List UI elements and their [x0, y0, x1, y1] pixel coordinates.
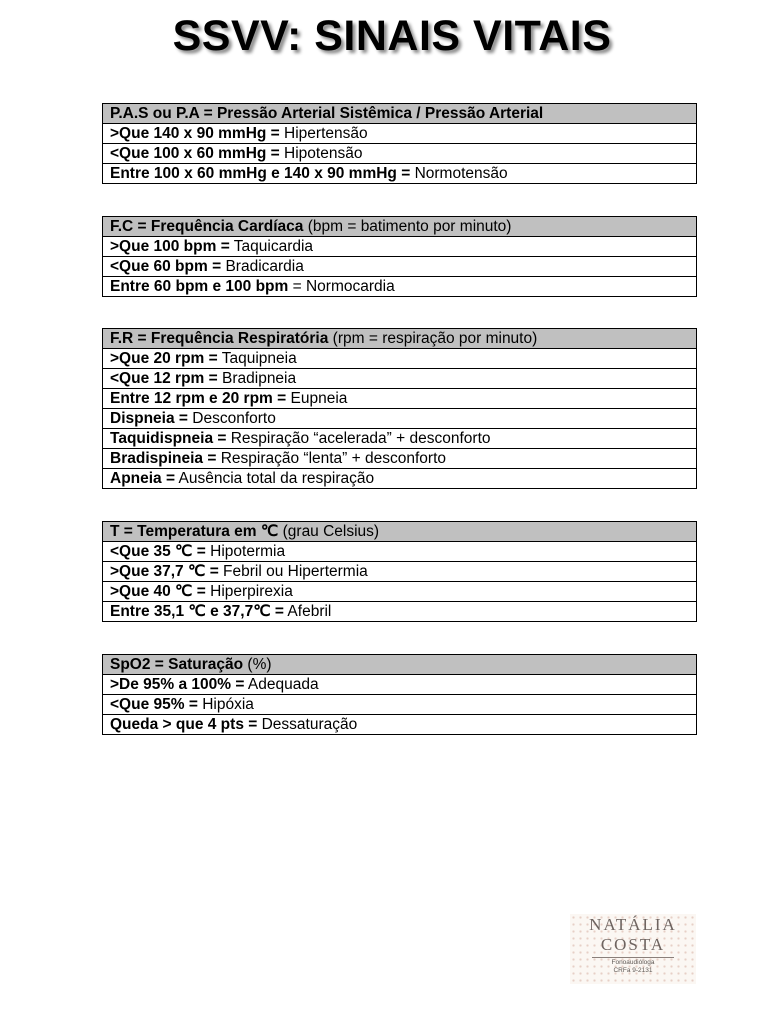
table-row: <Que 100 x 60 mmHg = Hipotensão [103, 144, 697, 164]
logo-last-name: COSTA [600, 935, 666, 954]
table-row: <Que 95% = Hipóxia [103, 695, 697, 715]
author-logo [570, 914, 696, 984]
table-row: <Que 12 rpm = Bradipneia [103, 369, 697, 389]
logo-first-name: NATÁLIA [589, 915, 677, 934]
table-row: >Que 37,7 ℃ = Febril ou Hipertermia [103, 562, 697, 582]
table-row: >Que 20 rpm = Taquipneia [103, 349, 697, 369]
table-row: >Que 40 ℃ = Hiperpirexia [103, 582, 697, 602]
logo-divider [592, 957, 674, 958]
table-row: Taquidispneia = Respiração “acelerada” + desconforto [103, 429, 697, 449]
temperature-table [102, 521, 697, 622]
logo-registration: CRFa 9-2131 [613, 967, 653, 974]
table-header-row: F.C = Frequência Cardíaca (bpm = batimento por minuto) [103, 217, 697, 237]
table-header-row: T = Temperatura em ℃ (grau Celsius) [103, 522, 697, 542]
pressure-table [102, 103, 697, 184]
logo-profession: Fonoaudióloga [611, 959, 655, 966]
table-row: >De 95% a 100% = Adequada [103, 675, 697, 695]
table-row: Dispneia = Desconforto [103, 409, 697, 429]
table-row: >Que 100 bpm = Taquicardia [103, 237, 697, 257]
heart-rate-table [102, 216, 697, 297]
table-row: Bradispineia = Respiração “lenta” + desconforto [103, 449, 697, 469]
table-row: <Que 60 bpm = Bradicardia [103, 257, 697, 277]
table-row: Apneia = Ausência total da respiração [103, 469, 697, 489]
table-header-row: SpO2 = Saturação (%) [103, 655, 697, 675]
respiratory-rate-table [102, 328, 697, 489]
table-row: Entre 60 bpm e 100 bpm = Normocardia [103, 277, 697, 297]
table-header-row: F.R = Frequência Respiratória (rpm = respiração por minuto) [103, 329, 697, 349]
table-row: <Que 35 ℃ = Hipotermia [103, 542, 697, 562]
table-row: Entre 100 x 60 mmHg e 140 x 90 mmHg = Normotensão [103, 164, 697, 184]
page-title: SSVV: SINAIS VITAIS [172, 12, 612, 60]
saturation-table [102, 654, 697, 735]
table-row: Entre 35,1 ℃ e 37,7℃ = Afebril [103, 602, 697, 622]
table-row: Entre 12 rpm e 20 rpm = Eupneia [103, 389, 697, 409]
table-row: >Que 140 x 90 mmHg = Hipertensão [103, 124, 697, 144]
table-row: Queda > que 4 pts = Dessaturação [103, 715, 697, 735]
table-header-row: P.A.S ou P.A = Pressão Arterial Sistêmica / Pressão Arterial [103, 104, 697, 124]
